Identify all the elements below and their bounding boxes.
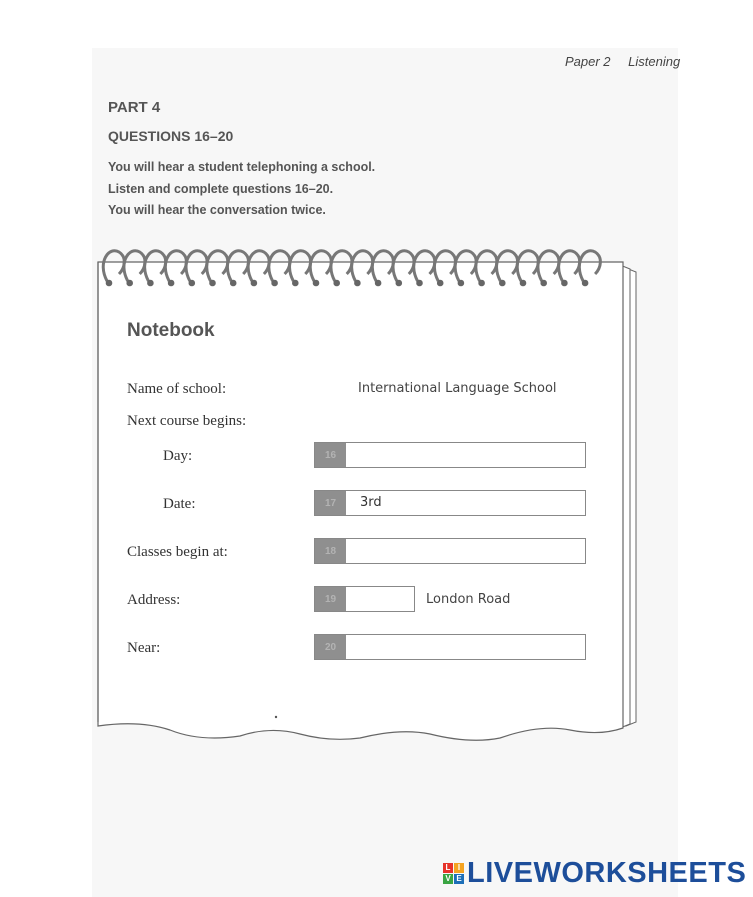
liveworksheets-logo: [443, 855, 746, 891]
binding-hole: [333, 280, 340, 287]
binding-hole: [313, 280, 320, 287]
paper-number: Paper 2: [565, 54, 611, 69]
binding-hole: [582, 280, 589, 287]
binding-hole: [458, 280, 465, 287]
binding-hole: [209, 280, 216, 287]
question-number: 16: [315, 443, 346, 467]
binding-hole: [437, 280, 444, 287]
binding-hole: [520, 280, 527, 287]
address-number-input[interactable]: [347, 587, 414, 613]
day-label: Day:: [163, 448, 193, 464]
binding-hole: [106, 280, 113, 287]
question-number: 19: [315, 587, 346, 611]
question-number: 18: [315, 539, 346, 563]
binding-hole: [271, 280, 278, 287]
date-label: Date:: [163, 496, 196, 512]
binding-hole: [230, 280, 237, 287]
binding-hole: [292, 280, 299, 287]
binding-hole: [126, 280, 133, 287]
binding-hole: [561, 280, 568, 287]
binding-hole: [375, 280, 382, 287]
answer-box-17: [314, 490, 586, 516]
question-number: 20: [315, 635, 346, 659]
instruction-line: You will hear a student telephoning a school.: [108, 160, 376, 174]
address-label: Address:: [127, 592, 181, 608]
day-input[interactable]: [347, 443, 585, 469]
answer-box-16[interactable]: [314, 442, 586, 468]
logo-text: LIVEWORKSHEETS: [467, 856, 747, 889]
binding-hole: [478, 280, 485, 287]
logo-letter: I: [454, 863, 464, 873]
classes-time-input[interactable]: [347, 539, 585, 565]
instruction-line: Listen and complete questions 16–20.: [108, 182, 334, 196]
question-number: 17: [315, 491, 346, 515]
answer-box-20[interactable]: [314, 634, 586, 660]
paper-section: Listening: [628, 54, 681, 69]
binding-hole: [499, 280, 506, 287]
binding-hole: [396, 280, 403, 287]
logo-icon: [443, 863, 464, 884]
binding-hole: [354, 280, 361, 287]
course-label: Next course begins:: [127, 413, 247, 429]
binding-hole: [189, 280, 196, 287]
binding-hole: [168, 280, 175, 287]
answer-box-19[interactable]: [314, 586, 415, 612]
questions-heading: QUESTIONS 16–20: [108, 128, 234, 144]
binding-hole: [416, 280, 423, 287]
logo-letter: V: [443, 874, 453, 884]
logo-letter: E: [454, 874, 464, 884]
answer-box-18[interactable]: [314, 538, 586, 564]
binding-hole: [147, 280, 154, 287]
address-suffix: London Road: [426, 592, 511, 607]
part-heading: PART 4: [108, 99, 161, 116]
classes-label: Classes begin at:: [127, 544, 228, 560]
logo-letter: L: [443, 863, 453, 873]
notebook-title: Notebook: [127, 320, 215, 341]
instruction-line: You will hear the conversation twice.: [108, 203, 326, 217]
near-input[interactable]: [347, 635, 585, 661]
binding-hole: [251, 280, 258, 287]
date-answer: 3rd: [360, 495, 382, 510]
near-label: Near:: [127, 640, 161, 656]
binding-hole: [540, 280, 547, 287]
school-label: Name of school:: [127, 381, 227, 397]
school-value: International Language School: [358, 381, 557, 396]
